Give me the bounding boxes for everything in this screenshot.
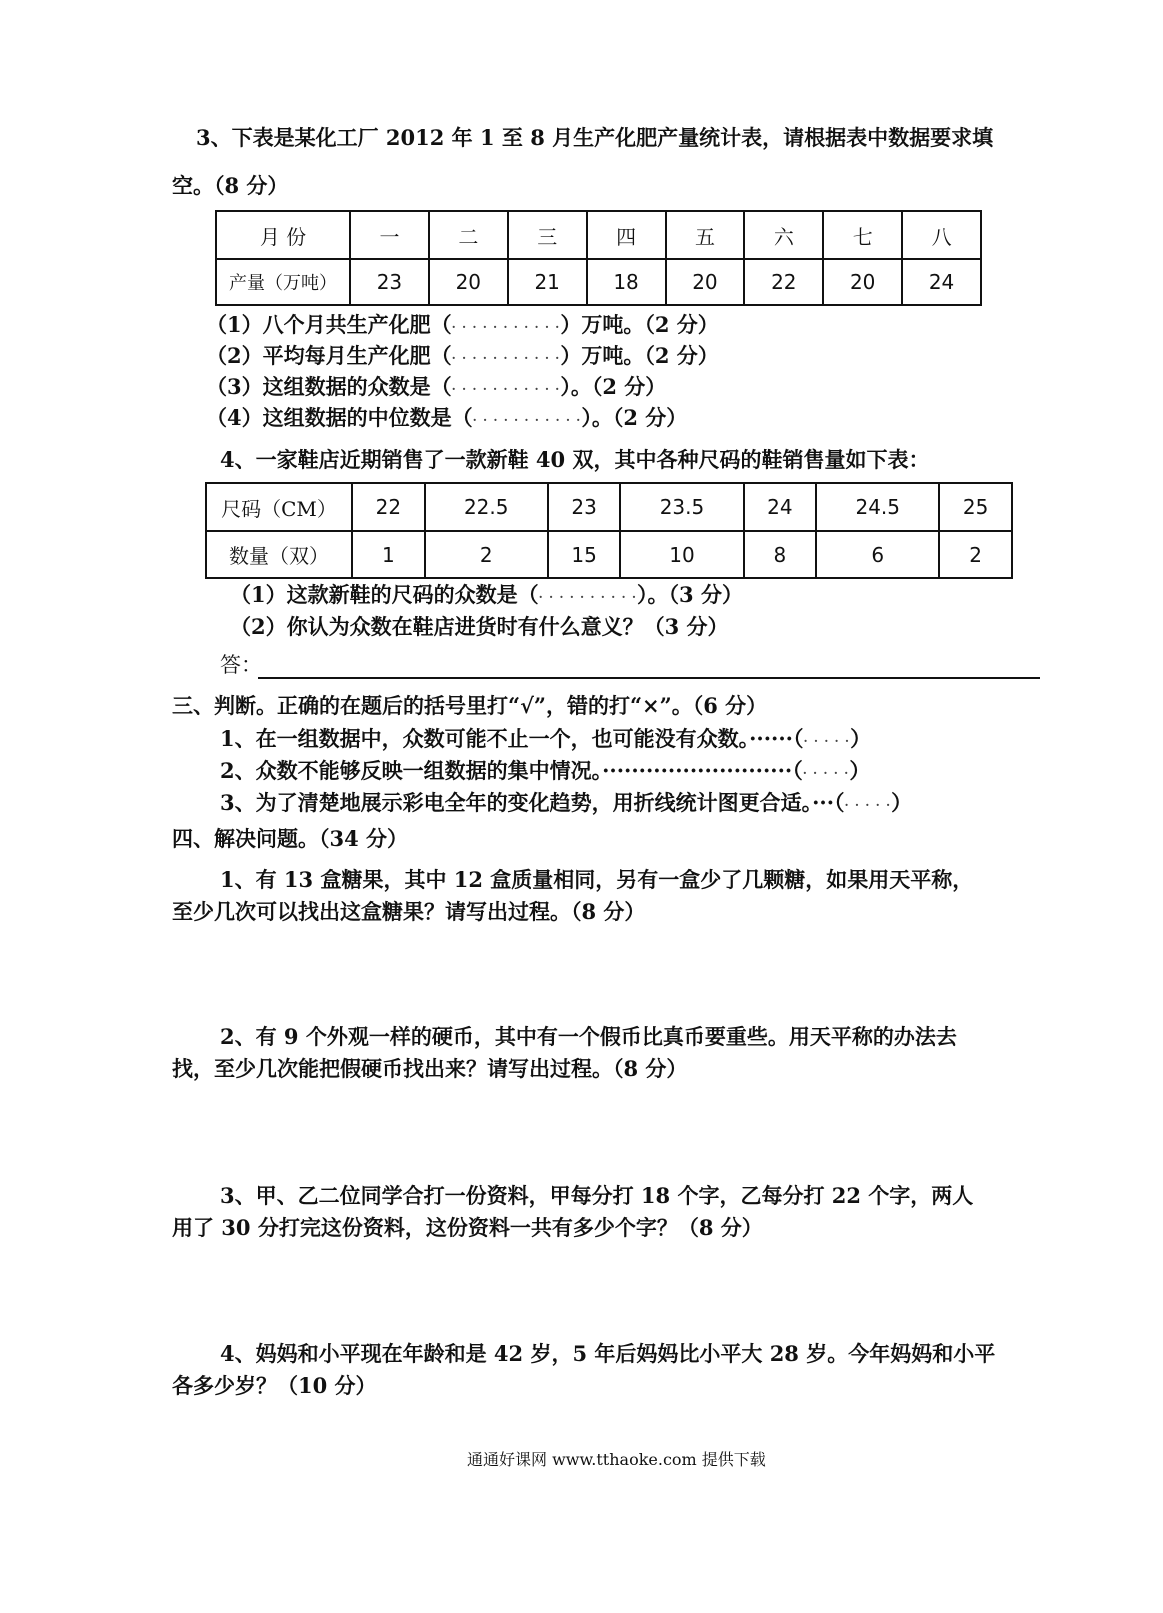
q3-sub-3-prefix: （3）这组数据的众数是（ — [206, 374, 452, 399]
problem-3-line1: 3、甲、乙二位同学合打一份资料，甲每分打 18 个字，乙每分打 22 个字，两人 — [220, 1183, 974, 1208]
table-cell: 七 — [823, 211, 902, 259]
table-cell: 21 — [508, 259, 587, 305]
table-cell: 2 — [939, 531, 1012, 578]
q3-sub-3-suffix: ）。（2 分） — [560, 374, 667, 399]
table-cell: 23.5 — [620, 483, 743, 531]
table-cell: 20 — [429, 259, 508, 305]
table-cell: 23 — [548, 483, 621, 531]
table-cell: 三 — [508, 211, 587, 259]
answer-blank[interactable]: · · · · · · · · · · · — [451, 350, 561, 365]
table-cell: 二 — [429, 211, 508, 259]
table-cell: 22 — [352, 483, 425, 531]
table-cell: 数量（双） — [206, 531, 352, 578]
table-cell: 20 — [666, 259, 745, 305]
judge-item-2-text: 2、众数不能够反映一组数据的集中情况。··························（ — [220, 758, 803, 783]
problem-1-line2: 至少几次可以找出这盒糖果？请写出过程。（8 分） — [172, 899, 646, 924]
q3-sub-4-prefix: （4）这组数据的中位数是（ — [206, 405, 473, 430]
q3-text-line1: 3、下表是某化工厂 2012 年 1 至 8 月生产化肥产量统计表，请根据表中数据要求填 — [196, 125, 994, 150]
problem-2-line1: 2、有 9 个外观一样的硬币，其中有一个假币比真币要重些。用天平称的办法去 — [220, 1024, 957, 1049]
answer-blank[interactable]: · · · · · — [844, 797, 892, 812]
q3-sub-4 — [206, 404, 687, 434]
table-cell: 五 — [666, 211, 745, 259]
judge-item-3-close: ） — [891, 790, 913, 815]
table-cell: 10 — [620, 531, 743, 578]
answer-blank[interactable]: · · · · · · · · · · — [538, 589, 638, 604]
problem-1-line1: 1、有 13 盒糖果，其中 12 盒质量相同，另有一盒少了几颗糖，如果用天平称， — [220, 867, 974, 892]
table-cell: 6 — [816, 531, 939, 578]
q3-sub-2-suffix: ）万吨。（2 分） — [560, 343, 719, 368]
section-3-heading: 三、判断。正确的在题后的括号里打“√”，错的打“×”。（6 分） — [172, 693, 768, 718]
table-cell: 四 — [587, 211, 666, 259]
q3-sub-2-prefix: （2）平均每月生产化肥（ — [206, 343, 452, 368]
table-cell: 一 — [350, 211, 429, 259]
q4-intro: 4、一家鞋店近期销售了一款新鞋 40 双，其中各种尺码的鞋销售量如下表： — [220, 447, 930, 472]
table-cell: 15 — [548, 531, 621, 578]
table-cell: 18 — [587, 259, 666, 305]
table-cell: 月 份 — [216, 211, 350, 259]
table-cell: 24 — [744, 483, 817, 531]
q3-sub-3 — [206, 373, 666, 403]
q4-sub-2: （2）你认为众数在鞋店进货时有什么意义？（3 分） — [230, 614, 729, 639]
section-4-heading: 四、解决问题。（34 分） — [172, 826, 409, 851]
q3-text-line2: 空。（8 分） — [172, 173, 289, 198]
answer-blank[interactable]: · · · · · — [802, 765, 850, 780]
q4-sub-1 — [230, 581, 743, 611]
answer-blank[interactable]: · · · · · · · · · · · — [472, 412, 582, 427]
table-cell: 产量（万吨） — [216, 259, 350, 305]
table-cell: 24.5 — [816, 483, 939, 531]
judge-item-1-close: ） — [850, 726, 872, 751]
judge-item-3 — [220, 789, 912, 819]
q3-sub-1-prefix: （1）八个月共生产化肥（ — [206, 312, 452, 337]
fertilizer-table — [215, 210, 982, 306]
table-cell: 1 — [352, 531, 425, 578]
table-cell: 六 — [744, 211, 823, 259]
table-cell: 2 — [425, 531, 548, 578]
q3-sub-4-suffix: ）。（2 分） — [581, 405, 688, 430]
problem-3-line2: 用了 30 分打完这份资料，这份资料一共有多少个字？（8 分） — [172, 1215, 763, 1240]
q4-sub-1-suffix: ）。（3 分） — [637, 582, 743, 607]
table-cell: 22.5 — [425, 483, 548, 531]
table-row — [216, 259, 981, 305]
table-cell: 25 — [939, 483, 1012, 531]
judge-item-1 — [220, 725, 871, 755]
judge-item-2-close: ） — [849, 758, 871, 783]
judge-item-2 — [220, 757, 870, 787]
footer-credit: 通通好课网 www.tthaoke.com 提供下载 — [467, 1450, 766, 1469]
table-cell: 8 — [744, 531, 817, 578]
q3-sub-2 — [206, 342, 719, 372]
table-row — [206, 483, 1012, 531]
table-cell: 22 — [744, 259, 823, 305]
answer-blank[interactable]: · · · · · — [803, 733, 851, 748]
q3-sub-1-suffix: ）万吨。（2 分） — [560, 312, 719, 337]
problem-2-line2: 找，至少几次能把假硬币找出来？请写出过程。（8 分） — [172, 1056, 688, 1081]
table-cell: 24 — [902, 259, 981, 305]
table-row — [216, 211, 981, 259]
answer-blank[interactable]: · · · · · · · · · · · — [451, 381, 561, 396]
q3-sub-1 — [206, 311, 719, 341]
problem-4-line2: 各多少岁？（10 分） — [172, 1373, 377, 1398]
answer-label: 答： — [220, 653, 262, 677]
answer-blank[interactable]: · · · · · · · · · · · — [451, 319, 561, 334]
table-cell: 23 — [350, 259, 429, 305]
table-row — [206, 531, 1012, 578]
problem-4-line1: 4、妈妈和小平现在年龄和是 42 岁，5 年后妈妈比小平大 28 岁。今年妈妈和小平 — [220, 1341, 996, 1366]
table-cell: 20 — [823, 259, 902, 305]
answer-line[interactable] — [258, 677, 1040, 679]
table-cell: 八 — [902, 211, 981, 259]
judge-item-3-text: 3、为了清楚地展示彩电全年的变化趋势，用折线统计图更合适。···（ — [220, 790, 845, 815]
q4-sub-1-prefix: （1）这款新鞋的尺码的众数是（ — [230, 582, 539, 607]
table-cell: 尺码（CM） — [206, 483, 352, 531]
shoe-size-table — [205, 482, 1013, 579]
judge-item-1-text: 1、在一组数据中，众数可能不止一个，也可能没有众数。······（ — [220, 726, 804, 751]
